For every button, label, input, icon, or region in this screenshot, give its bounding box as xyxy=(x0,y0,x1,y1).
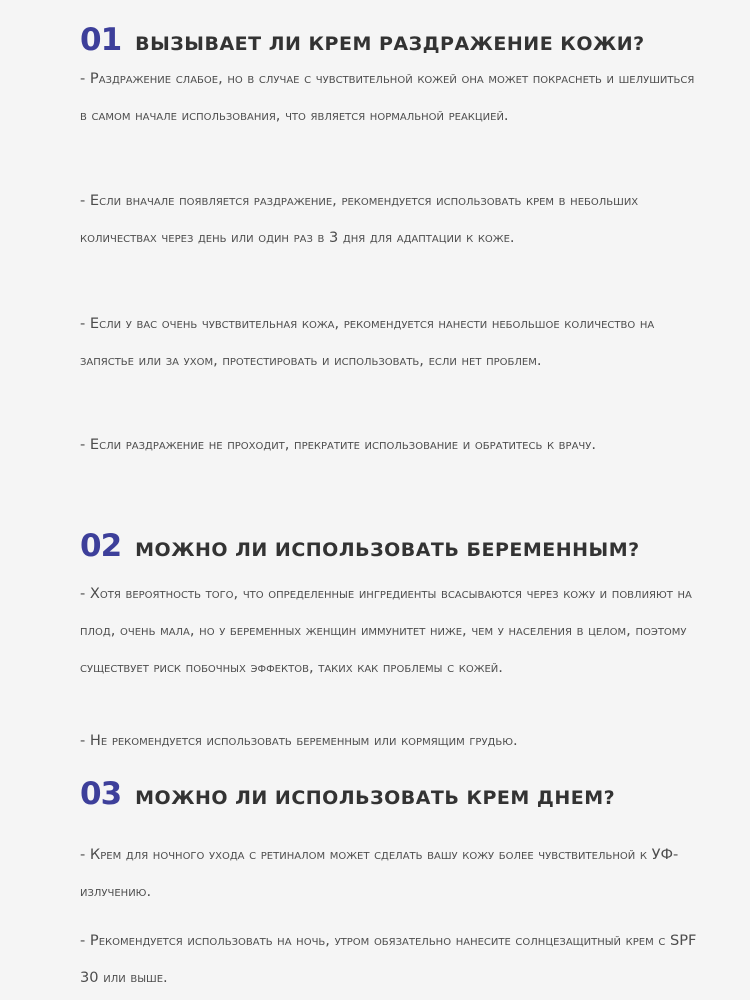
faq-answer-paragraph: - Хотя вероятность того, что определенные ингредиенты всасываются через кожу и повлияют на плод, очень мала, но у беременных женщин иммунитет ниже, чем у населения в целом, поэтому существует риск побочных эффектов, таких как проблемы с кожей. xyxy=(80,585,692,676)
faq-question: ВЫЗЫВАЕТ ЛИ КРЕМ РАЗДРАЖЕНИЕ КОЖИ? xyxy=(135,33,645,55)
faq-number: 02 xyxy=(80,528,122,564)
faq-question: МОЖНО ЛИ ИСПОЛЬЗОВАТЬ КРЕМ ДНЕМ? xyxy=(135,787,616,809)
faq-number: 01 xyxy=(80,22,122,58)
faq-question: МОЖНО ЛИ ИСПОЛЬЗОВАТЬ БЕРЕМЕННЫМ? xyxy=(135,539,640,561)
faq-answer-paragraph: - Если у вас очень чувствительная кожа, рекомендуется нанести небольшое количество на запястье или за ухом, протестировать и использовать, если нет проблем. xyxy=(80,315,655,369)
faq-heading-03 xyxy=(80,776,615,812)
faq-answer-paragraph: - Крем для ночного ухода с ретиналом может сделать вашу кожу более чувствительной к УФ-излучению. xyxy=(80,846,679,900)
faq-answer-paragraph: - Если вначале появляется раздражение, рекомендуется использовать крем в небольших количествах через день или один раз в 3 дня для адаптации к коже. xyxy=(80,192,639,246)
faq-heading-01 xyxy=(80,22,645,58)
faq-answer-paragraph: - Раздражение слабое, но в случае с чувствительной кожей она может покраснеть и шелушиться в самом начале использования, что является нормальной реакцией. xyxy=(80,70,695,124)
faq-heading-02 xyxy=(80,528,640,564)
faq-answer-paragraph: - Не рекомендуется использовать беременным или кормящим грудью. xyxy=(80,732,518,749)
faq-number: 03 xyxy=(80,776,122,812)
faq-answer-paragraph: - Рекомендуется использовать на ночь, утром обязательно нанесите солнцезащитный крем с SPF 30 или выше. xyxy=(80,932,697,986)
faq-answer-paragraph: - Если раздражение не проходит, прекратите использование и обратитесь к врачу. xyxy=(80,436,597,453)
